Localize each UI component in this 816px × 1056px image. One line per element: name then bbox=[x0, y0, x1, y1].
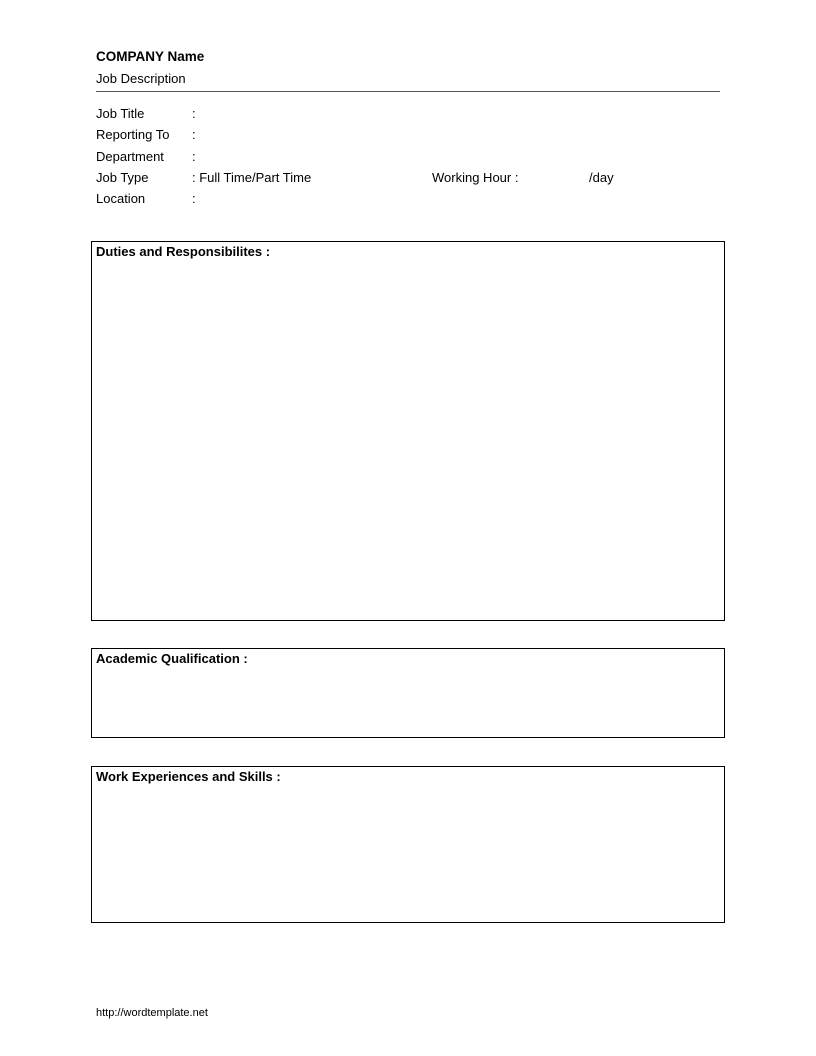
academic-section-title: Academic Qualification : bbox=[96, 651, 248, 666]
document-title: Job Description bbox=[96, 71, 186, 86]
field-value[interactable]: : bbox=[192, 127, 196, 142]
working-hour-label: Working Hour : bbox=[432, 170, 519, 185]
experience-section[interactable] bbox=[91, 766, 725, 923]
duties-section-title: Duties and Responsibilites : bbox=[96, 244, 271, 259]
duties-section[interactable] bbox=[91, 241, 725, 621]
field-value[interactable]: : bbox=[192, 106, 196, 121]
field-value[interactable]: : bbox=[192, 149, 196, 164]
field-label: Job Title bbox=[96, 106, 145, 121]
academic-section[interactable] bbox=[91, 648, 725, 738]
header-divider bbox=[96, 91, 720, 92]
working-hour-unit: /day bbox=[589, 170, 614, 185]
field-label: Department bbox=[96, 149, 164, 164]
field-value[interactable]: : Full Time/Part Time bbox=[192, 170, 312, 185]
field-label: Reporting To bbox=[96, 127, 170, 142]
experience-section-title: Work Experiences and Skills : bbox=[96, 769, 281, 784]
company-name: COMPANY Name bbox=[96, 49, 205, 64]
field-value[interactable]: : bbox=[192, 191, 196, 206]
field-label: Location bbox=[96, 191, 146, 206]
field-label: Job Type bbox=[96, 170, 149, 185]
field-job-type bbox=[96, 169, 636, 187]
footer-url: http://wordtemplate.net bbox=[96, 1007, 208, 1019]
